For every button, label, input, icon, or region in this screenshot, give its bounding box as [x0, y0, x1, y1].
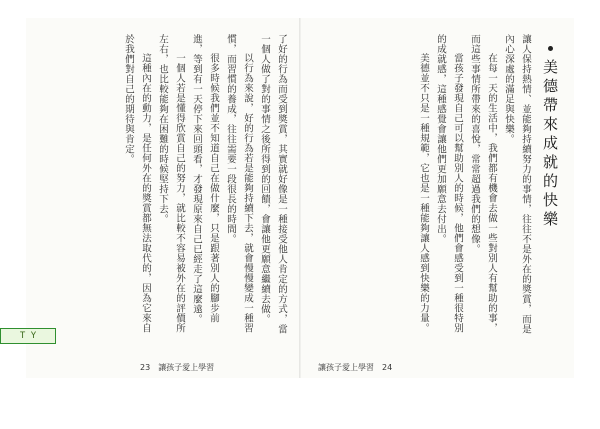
paragraph: 讓人保持熱情、並能夠持續努力的事情，往往不是外在的獎賞，而是內心深處的滿足與快樂。	[503, 34, 531, 334]
chapter-heading	[536, 46, 564, 246]
paragraph: 當孩子發現自己可以幫助別人的時候，他們會感受到一種很特別的成就感，這種感覺會讓他們更加願意去付出。	[435, 34, 463, 333]
running-footer: 讓孩子愛上學習	[158, 363, 215, 372]
paragraph: 美德並不只是一種規範，它也是一種能夠讓人感到快樂的力量。	[418, 53, 429, 333]
paragraph: 在每一天的生活中，我們都有機會去做一些對別人有幫助的事，而這些事情所帶來的喜悅，常常超過我們的想像。	[469, 34, 497, 333]
right-page-body	[328, 34, 534, 336]
page-number: 23	[140, 363, 151, 372]
left-page	[26, 18, 300, 378]
right-page-footer	[318, 362, 392, 373]
paragraph: 很多時候我們並不知道自己在做什麼，只是跟著別人的腳步前進，等到有一天停下來回頭看，才發現原來自己已經走了這麼遠。	[191, 34, 219, 324]
left-page-body	[40, 34, 290, 336]
book-spread	[26, 18, 574, 378]
bullet-icon	[548, 46, 553, 51]
edit-box-text: T Y	[19, 331, 37, 341]
paragraph: 這種內在的動力，是任何外在的獎賞都無法取代的，因為它來自於我們對自己的期待與肯定。	[123, 34, 151, 333]
chapter-title: 美德帶來成就的快樂	[541, 59, 559, 230]
paragraph: 以行為來說，好的行為若是能夠持續下去，就會慢慢變成一種習慣，而習慣的養成，往往需要一段很長的時間。	[225, 34, 253, 333]
paragraph: 一個人若是懂得欣賞自己的努力，就比較不容易被外在的評價所左右，也比較能夠在困難的時候堅持下去。	[157, 34, 185, 333]
right-page	[300, 18, 574, 378]
page-number: 24	[382, 363, 393, 372]
left-page-footer	[140, 362, 214, 373]
running-footer: 讓孩子愛上學習	[318, 363, 374, 372]
text-edit-box[interactable]	[0, 328, 56, 344]
paragraph: 了好的行為而受到獎賞，其實就好像是一種接受他人肯定的方式，當一個人做了對的事情之後所得到的回饋，會讓他更願意繼續去做。	[259, 34, 287, 334]
